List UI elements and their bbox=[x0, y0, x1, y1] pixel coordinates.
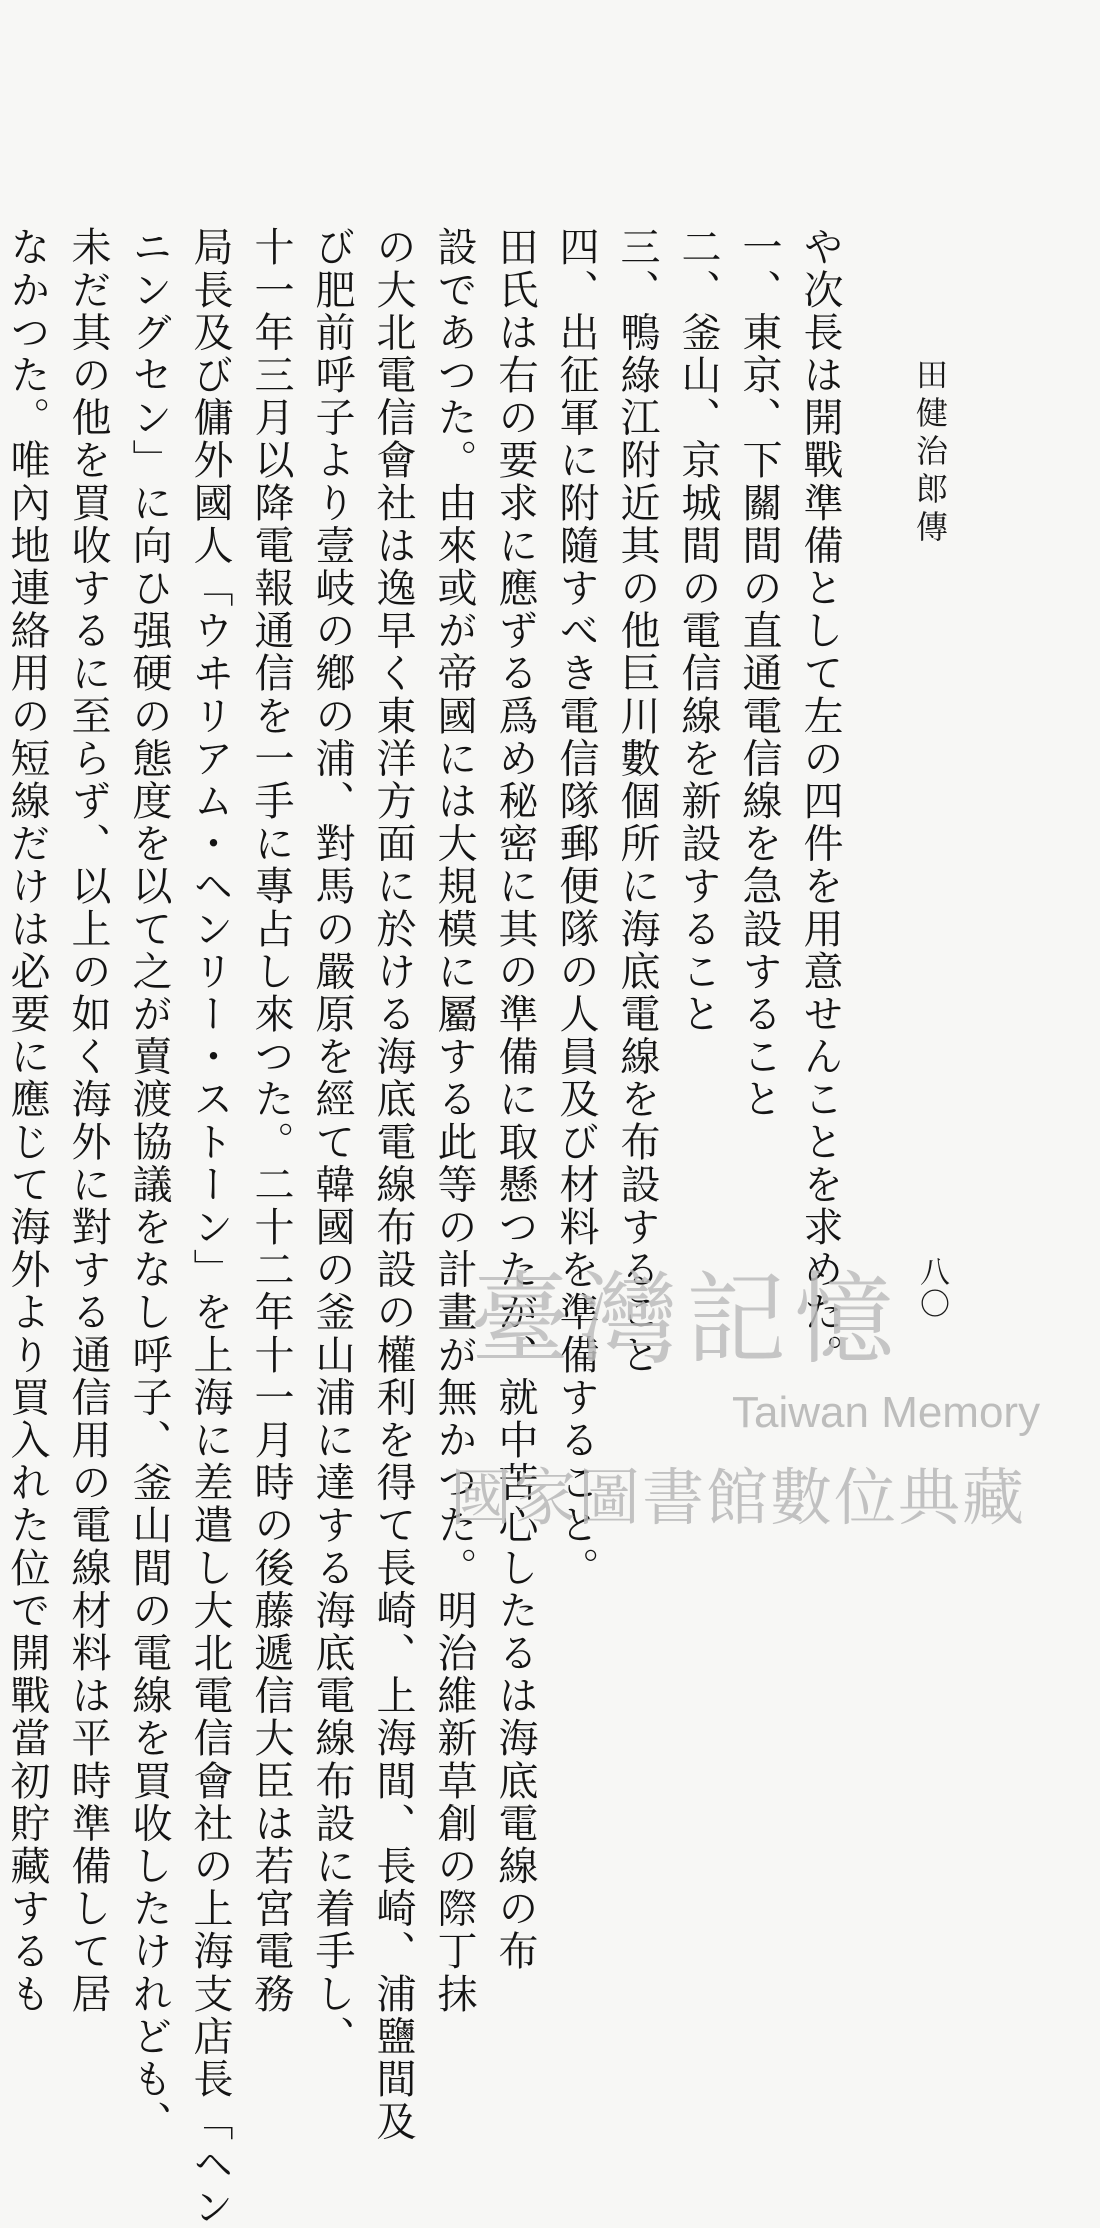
text-column: 三、鴨綠江附近其の他巨川數個所に海底電線を布設すること bbox=[614, 226, 660, 1377]
text-column: なかつた。唯內地連絡用の短線だけは必要に應じて海外より買入れた位で開戰當初貯藏するも bbox=[4, 226, 50, 2016]
watermark-english: Taiwan Memory bbox=[732, 1388, 1041, 1437]
text-column: や次長は開戰準備として左の四件を用意せんことを求めた。 bbox=[797, 226, 843, 1377]
text-column: 未だ其の他を買收するに至らず、以上の如く海外に對する通信用の電線材料は平時準備して居 bbox=[65, 226, 111, 2016]
text-column: 田氏は右の要求に應ずる爲め秘密に其の準備に取懸つたが、就中苦心したるは海底電線の布 bbox=[492, 226, 538, 1973]
page-number: 八〇 bbox=[914, 1256, 949, 1320]
text-column: 四、出征軍に附隨すべき電信隊郵便隊の人員及び材料を準備すること。 bbox=[553, 226, 599, 1590]
text-column: 一、東京、下關間の直通電信線を急設すること bbox=[736, 226, 782, 1121]
text-column: 局長及び傭外國人「ウヰリアム・ヘンリー・ストーン」を上海に差遣し大北電信會社の上海支店長「ヘン bbox=[187, 226, 233, 2228]
text-column: び肥前呼子より壹岐の鄕の浦、對馬の嚴原を經て韓國の釜山浦に達する海底電線布設に着手し、 bbox=[309, 226, 355, 2058]
running-head-title: 田健治郎傳 bbox=[911, 358, 949, 548]
text-column: の大北電信會社は逸早く東洋方面に於ける海底電線布設の權利を得て長崎、上海間、長崎、浦鹽間及 bbox=[370, 226, 416, 2143]
text-column: 十一年三月以降電報通信を一手に專占し來つた。二十二年十一月時の後藤遞信大臣は若宮電務 bbox=[248, 226, 294, 2016]
watermark bbox=[450, 1261, 1041, 1570]
watermark-logo: 臺灣記憶 bbox=[470, 1261, 902, 1378]
watermark-subtitle: 國家圖書館數位典藏 bbox=[450, 1461, 1027, 1534]
text-column: ニングセン」に向ひ强硬の態度を以て之が賣渡協議をなし呼子、釜山間の電線を買收したけれども、 bbox=[126, 226, 172, 2143]
text-column: 二、釜山、京城間の電信線を新設すること bbox=[675, 226, 721, 1036]
text-column: 設であつた。由來或が帝國には大規模に屬する此等の計畫が無かつた。明治維新草創の際丁抹 bbox=[431, 226, 477, 2016]
